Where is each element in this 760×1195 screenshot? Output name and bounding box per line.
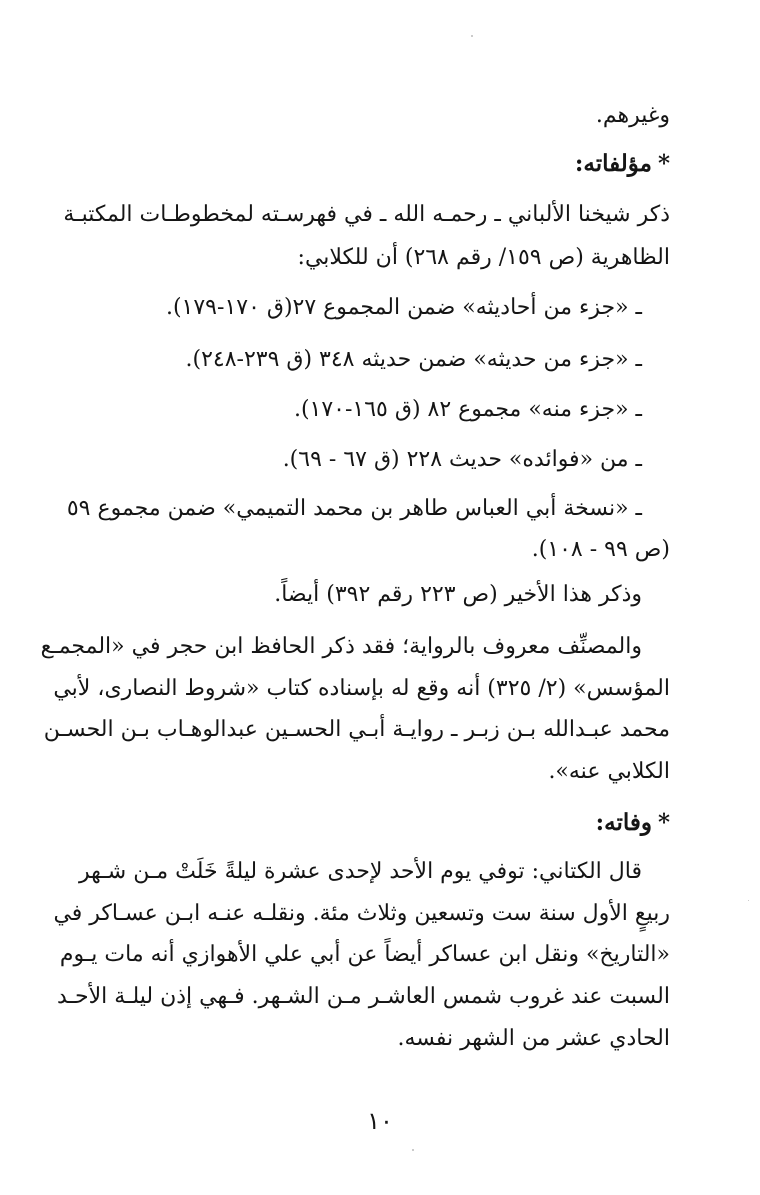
riwaya-line-4: الكلابي عنه». bbox=[548, 759, 670, 784]
works-heading bbox=[575, 149, 670, 179]
death-line-3: «التاريخ» ونقل ابن عساكر أيضاً عن أبي علي الأهوازي أنه مات يـوم bbox=[59, 942, 670, 967]
riwaya-line-2: المؤسس» (٢/ ٣٢٥) أنه وقع له بإسناده كتاب «شروط النصارى، لأبي bbox=[53, 676, 670, 701]
works-intro-line-2: الظاهرية (ص ١٥٩/ رقم ٢٦٨) أن للكلابي: bbox=[297, 245, 670, 270]
death-heading bbox=[596, 808, 670, 838]
works-list-item-4: ـ من «فوائده» حديث ٢٢٨ (ق ٦٧ - ٦٩). bbox=[282, 447, 642, 472]
works-heading-title: مؤلفاته: bbox=[574, 150, 652, 177]
works-list-item-3: ـ «جزء منه» مجموع ٨٢ (ق ١٦٥-١٧٠). bbox=[293, 397, 642, 422]
death-line-4: السبت عند غروب شمس العاشـر مـن الشـهر. فـهي إذن ليلـة الأحـد bbox=[56, 984, 670, 1009]
page-number: ١٠ bbox=[367, 1107, 393, 1135]
works-last-line-1: ـ «نسخة أبي العباس طاهر بن محمد التميمي» ضمن مجموع ٥٩ bbox=[66, 496, 642, 521]
scan-speck bbox=[471, 35, 473, 37]
death-line-1: قال الكتاني: توفي يوم الأحد لإحدى عشرة ليلةً خَلَتْ مـن شـهر bbox=[79, 859, 642, 884]
intro-end-text: وغيرهم. bbox=[595, 103, 670, 128]
heading-star-icon: * bbox=[657, 809, 670, 836]
death-heading-title: وفاته: bbox=[595, 809, 652, 836]
death-line-2: ربيعٍ الأول سنة ست وتسعين وثلاث مئة. ونقلـه عنـه ابـن عسـاكر في bbox=[53, 901, 670, 926]
works-also-text: وذكر هذا الأخير (ص ٢٢٣ رقم ٣٩٢) أيضاً. bbox=[274, 582, 642, 607]
works-intro-line-1: ذكر شيخنا الألباني ـ رحمـه الله ـ في فهرسـته لمخطوطـات المكتبـة bbox=[63, 202, 670, 227]
works-last-line-2: (ص ٩٩ - ١٠٨). bbox=[531, 537, 670, 562]
riwaya-line-3: محمد عبـدالله بـن زبـر ـ روايـة أبـي الحسـين عبدالوهـاب بـن الحسـن bbox=[43, 717, 670, 742]
works-list-item-2: ـ «جزء من حديثه» ضمن حديثه ٣٤٨ (ق ٢٣٩-٢٤٨). bbox=[185, 347, 642, 372]
death-line-5: الحادي عشر من الشهر نفسه. bbox=[397, 1026, 670, 1051]
works-list-item-1: ـ «جزء من أحاديثه» ضمن المجموع ٢٧(ق ١٧٠-١٧٩). bbox=[165, 295, 642, 320]
heading-star-icon: * bbox=[657, 150, 670, 177]
scan-speck bbox=[748, 900, 749, 901]
scan-speck bbox=[412, 1149, 414, 1151]
riwaya-line-1: والمصنِّف معروف بالرواية؛ فقد ذكر الحافظ ابن حجر في «المجمـع bbox=[40, 634, 642, 659]
